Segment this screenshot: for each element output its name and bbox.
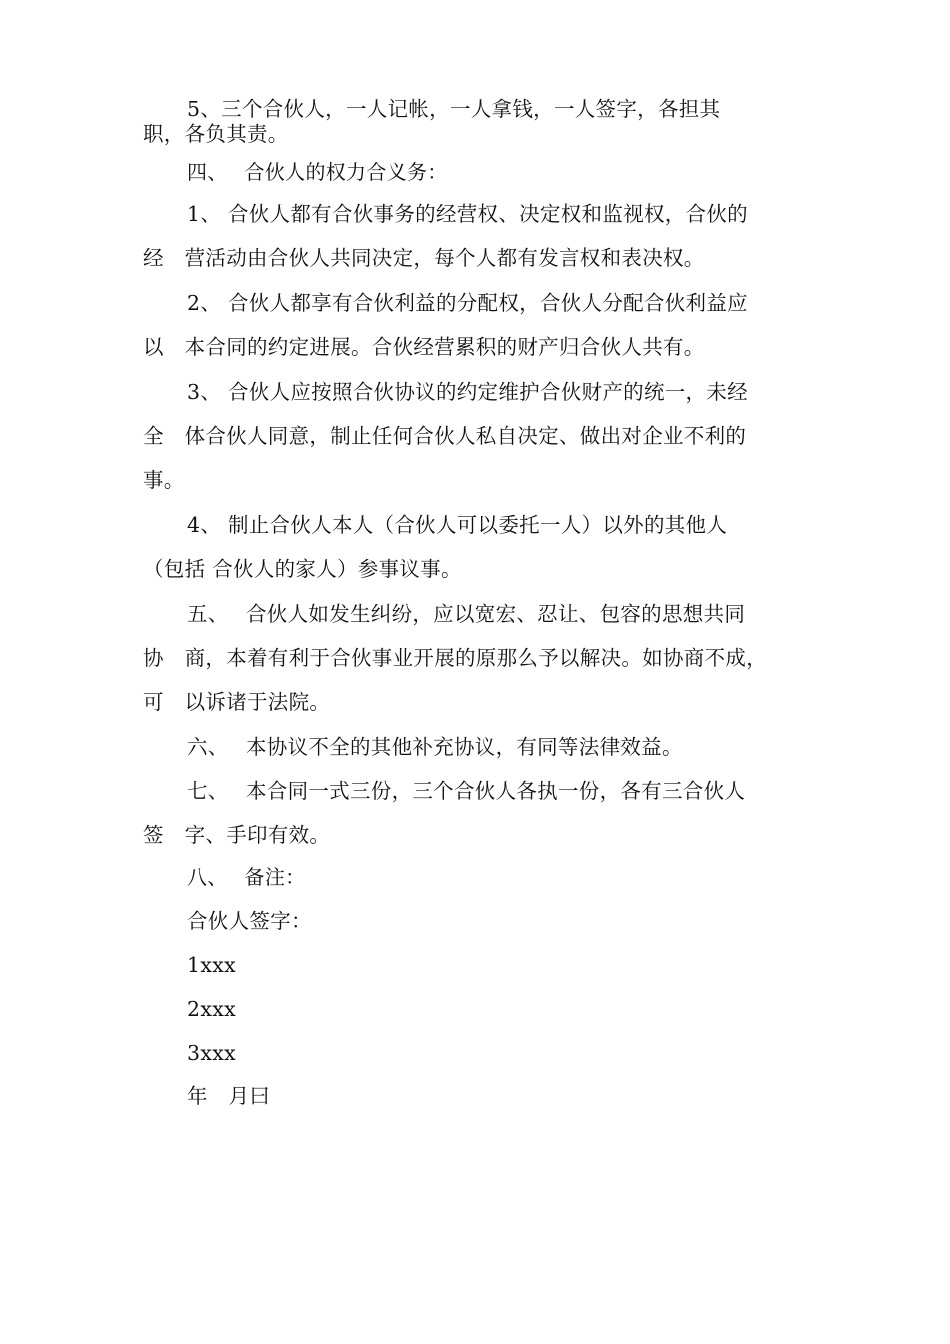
item-3-line-2: 全 体合伙人同意，制止任何合伙人私自决定、做出对企业不利的 bbox=[143, 424, 747, 448]
signature-label: 合伙人签字： bbox=[187, 909, 312, 933]
item-3-line-3: 事。 bbox=[143, 468, 185, 492]
item-2-line-2: 以 本合同的约定进展。合伙经营累积的财产归合伙人共有。 bbox=[143, 335, 705, 359]
section-5-line-1: 五、 合伙人如发生纠纷，应以宽宏、忍让、包容的思想共同 bbox=[187, 602, 746, 626]
date-line: 年 月曰 bbox=[187, 1084, 271, 1108]
section-8-heading: 八、 备注： bbox=[187, 865, 306, 889]
section-5-line-3: 可 以诉诸于法院。 bbox=[143, 690, 331, 714]
signature-3: 3xxx bbox=[187, 1041, 236, 1065]
item-3-line-1: 3、 合伙人应按照合伙协议的约定维护合伙财产的统一，未经 bbox=[187, 380, 748, 404]
section-4-heading: 四、 合伙人的权力合义务： bbox=[187, 160, 448, 184]
item-4-line-2: （包括 合伙人的家人）参事议事。 bbox=[143, 557, 462, 581]
item-2-line-1: 2、 合伙人都享有合伙利益的分配权，合伙人分配合伙利益应 bbox=[187, 291, 748, 315]
paragraph-5-line-1: 5、三个合伙人，一人记帐，一人拿钱，一人签字，各担其 bbox=[187, 97, 721, 121]
signature-2: 2xxx bbox=[187, 997, 236, 1021]
item-1-line-1: 1、 合伙人都有合伙事务的经营权、决定权和监视权，合伙的 bbox=[187, 202, 748, 226]
section-7-line-1: 七、 本合同一式三份，三个合伙人各执一份，各有三合伙人 bbox=[187, 779, 746, 803]
item-1-line-2: 经 营活动由合伙人共同决定，每个人都有发言权和表决权。 bbox=[143, 246, 705, 270]
signature-1: 1xxx bbox=[187, 953, 236, 977]
item-4-line-1: 4、 制止合伙人本人（合伙人可以委托一人）以外的其他人 bbox=[187, 513, 728, 537]
section-5-line-2: 协 商，本着有利于合伙事业开展的原那么予以解决。如协商不成， bbox=[143, 646, 767, 670]
section-6-line-1: 六、 本协议不全的其他补充协议，有同等法律效益。 bbox=[187, 735, 683, 759]
section-7-line-2: 签 字、手印有效。 bbox=[143, 823, 331, 847]
paragraph-5-line-2: 职，各负其责。 bbox=[143, 122, 289, 146]
